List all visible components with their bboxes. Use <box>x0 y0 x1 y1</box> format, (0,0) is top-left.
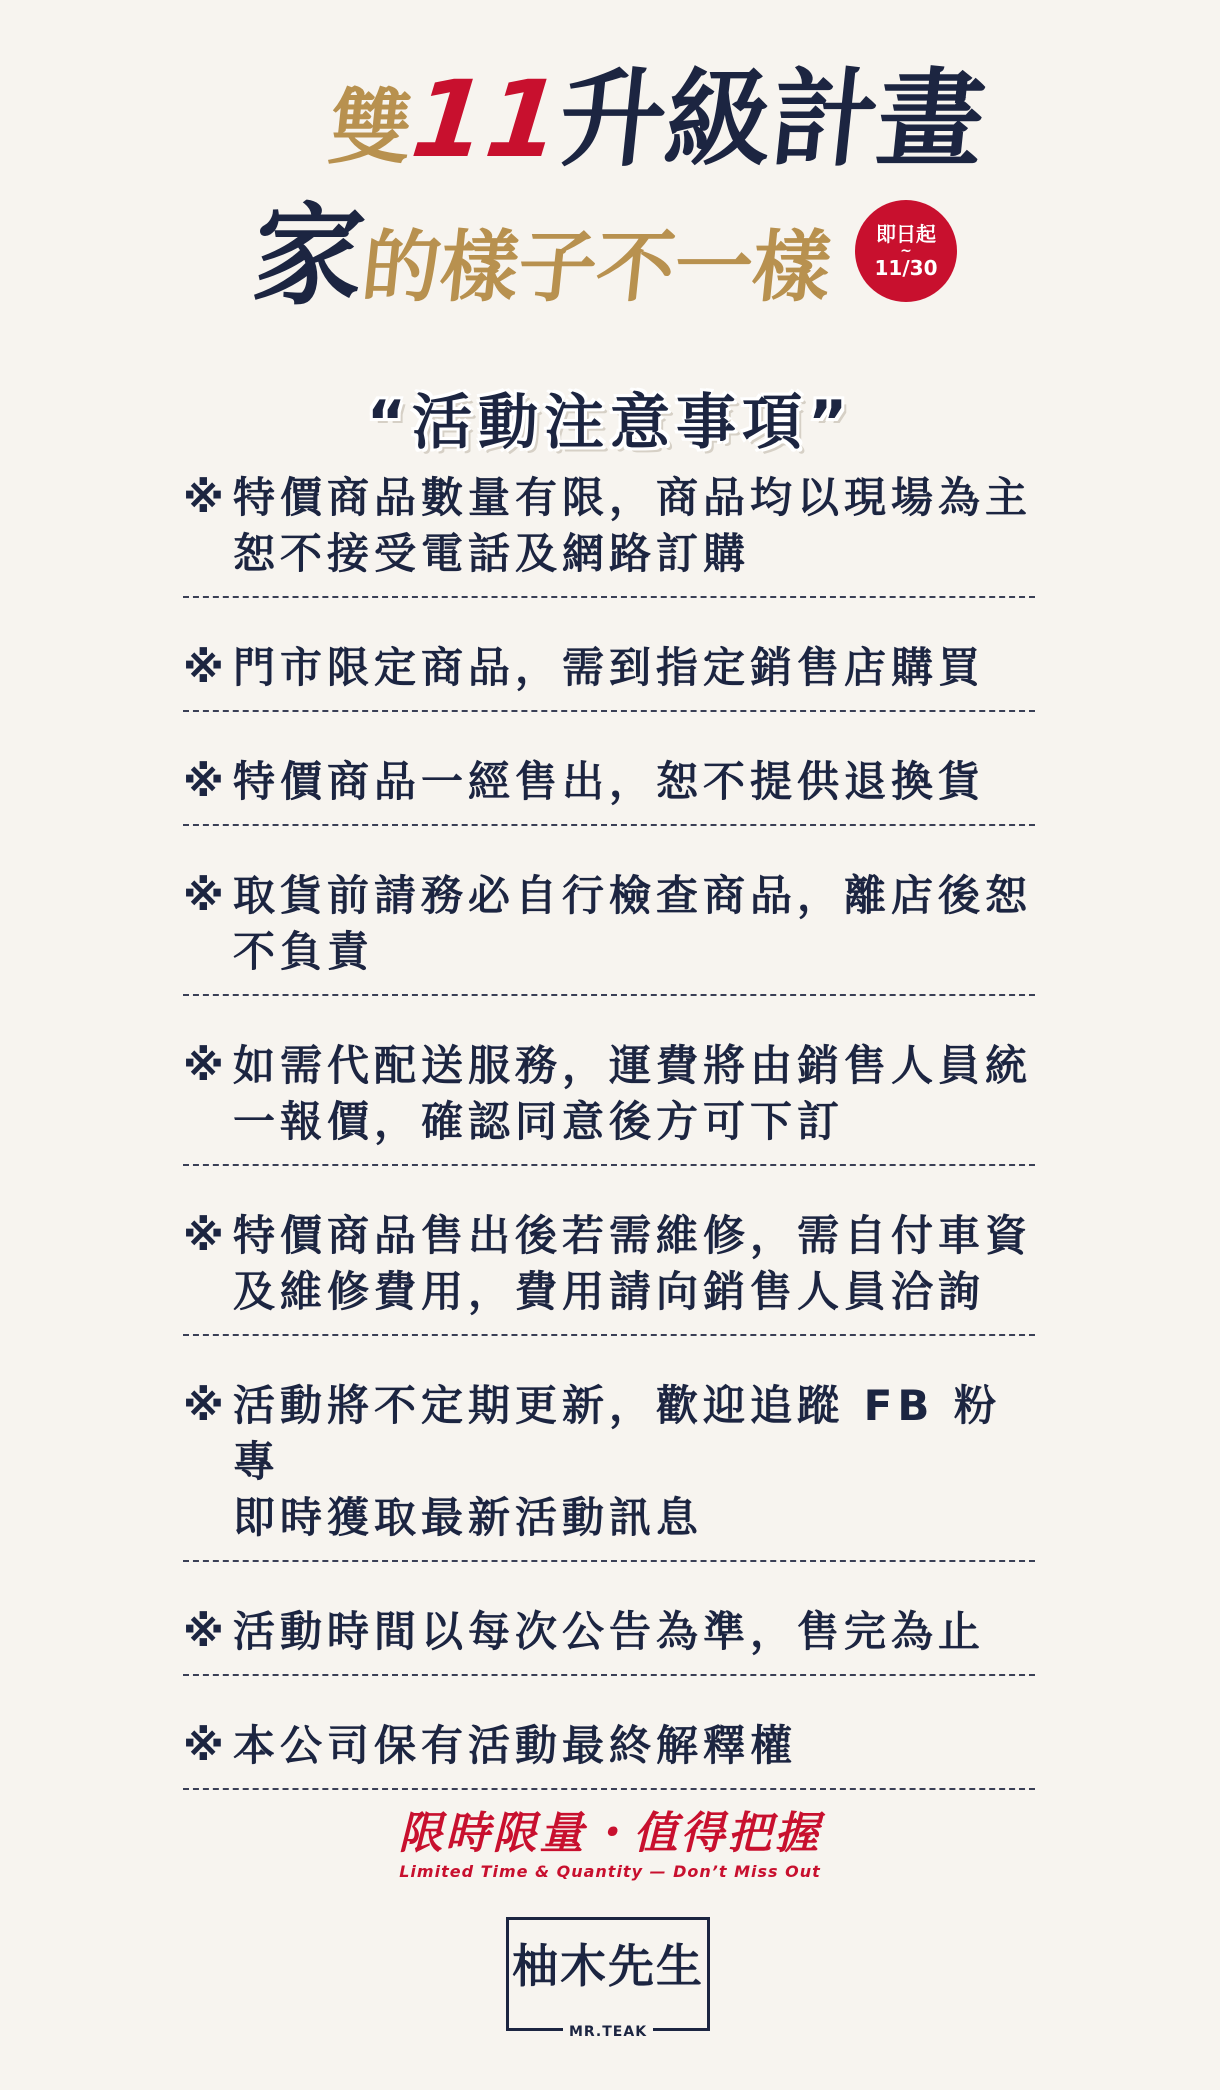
headline-home: 家 <box>247 192 371 320</box>
reference-mark-icon: ※ <box>183 1211 224 1260</box>
notice-item <box>183 868 1035 996</box>
notice-text: 活動將不定期更新，歡迎追蹤 FB 粉專 即時獲取最新活動訊息 <box>233 1381 1001 1542</box>
notice-text: 門市限定商品，需到指定銷售店購買 <box>233 643 986 692</box>
reference-mark-icon: ※ <box>183 1381 224 1430</box>
headline-suffix: 升級計畫 <box>553 58 991 181</box>
notice-text: 特價商品售出後若需維修，需自付車資 及維修費用，費用請向銷售人員洽詢 <box>233 1211 1033 1316</box>
brand-logo <box>506 1917 710 2040</box>
reference-mark-icon: ※ <box>183 1041 224 1090</box>
headline-subtitle: 的樣子不一樣 <box>357 223 836 313</box>
badge-start-label: 即日起 <box>876 222 936 246</box>
date-badge <box>855 200 957 302</box>
notice-item <box>183 1378 1035 1562</box>
notice-title: “活動注意事項” <box>366 388 854 458</box>
reference-mark-icon: ※ <box>183 473 224 522</box>
notice-text: 活動時間以每次公告為準，售完為止 <box>233 1607 986 1656</box>
notice-item <box>183 1604 1035 1676</box>
headline-line-1 <box>323 60 990 189</box>
slogan-chinese: 限時限量・值得把握 <box>398 1808 822 1859</box>
notice-text: 特價商品數量有限，商品均以現場為主 恕不接受電話及網路訂購 <box>233 473 1033 578</box>
reference-mark-icon: ※ <box>183 1721 224 1770</box>
notice-text: 特價商品一經售出，恕不提供退換貨 <box>233 757 986 806</box>
reference-mark-icon: ※ <box>183 643 224 692</box>
slogan <box>0 1808 1220 1884</box>
reference-mark-icon: ※ <box>183 871 224 920</box>
badge-tilde: ~ <box>900 243 912 259</box>
badge-end-date: 11/30 <box>874 256 938 280</box>
notice-item <box>183 1038 1035 1166</box>
headline-prefix: 雙 <box>324 81 417 176</box>
notice-item <box>183 470 1035 598</box>
reference-mark-icon: ※ <box>183 1607 224 1656</box>
reference-mark-icon: ※ <box>183 757 224 806</box>
headline-line-2 <box>244 192 838 349</box>
notice-item <box>183 754 1035 826</box>
slogan-english: Limited Time & Quantity — Don’t Miss Out <box>399 1862 821 1881</box>
notice-text: 本公司保有活動最終解釋權 <box>233 1721 798 1770</box>
headline-number: 11 <box>406 58 567 181</box>
notice-text: 如需代配送服務，運費將由銷售人員統 一報價，確認同意後方可下訂 <box>233 1041 1033 1146</box>
notice-item <box>183 640 1035 712</box>
notice-list <box>183 470 1035 1832</box>
brand-logo-name: 柚木先生 <box>512 1939 704 1993</box>
notice-item <box>183 1718 1035 1790</box>
brand-logo-subtitle <box>509 2024 707 2040</box>
notice-text: 取貨前請務必自行檢查商品，離店後恕 不負責 <box>233 871 1033 976</box>
notice-item <box>183 1208 1035 1336</box>
brand-logo-english: MR.TEAK <box>563 2024 653 2040</box>
